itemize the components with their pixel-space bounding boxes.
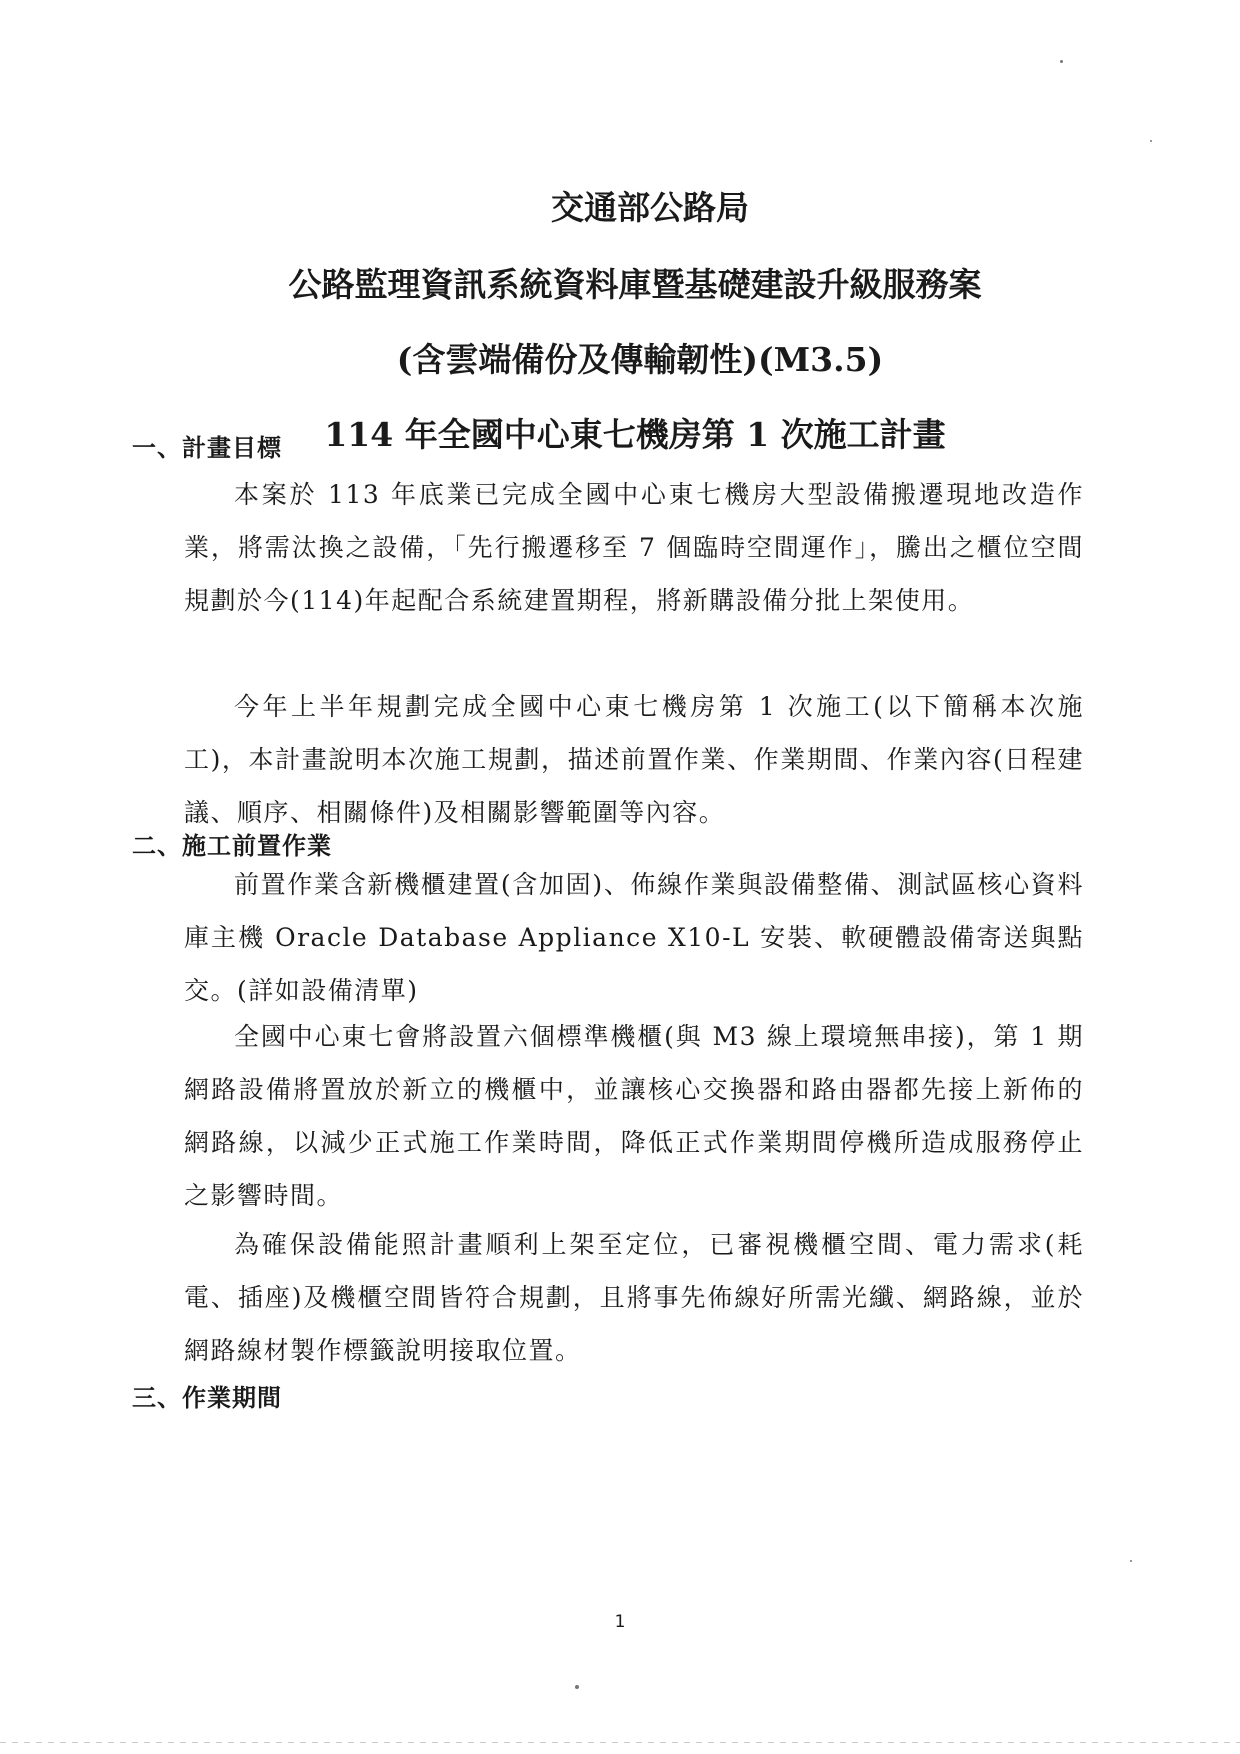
agency-title: 交通部公路局	[551, 188, 749, 227]
project-title: 公路監理資訊系統資料庫暨基礎建設升級服務案	[288, 265, 982, 304]
objectives-paragraph-1: 本案於 113 年底業已完成全國中心東七機房大型設備搬遷現地改造作業，將需汰換之設備，「先行搬遷移至 7 個臨時空間運作」，騰出之櫃位空間規劃於今(114)年起配合系統建置期程，將新購設備分批上架使用。	[184, 480, 1084, 615]
preparation-paragraph-2: 全國中心東七會將設置六個標準機櫃(與 M3 線上環境無串接)，第 1 期網路設備將置放於新立的機櫃中，並讓核心交換器和路由器都先接上新佈的網路線，以減少正式施工作業時間，降低正式作業期間停機所造成服務停止之影響時間。	[184, 1022, 1084, 1210]
plan-title: 114 年全國中心東七機房第 1 次施工計畫	[324, 415, 946, 454]
scan-speck	[1150, 140, 1152, 142]
scan-speck	[1130, 1560, 1132, 1562]
preparation-paragraph-3: 為確保設備能照計畫順利上架至定位，已審視機櫃空間、電力需求(耗電、插座)及機櫃空間皆符合規劃，且將事先佈線好所需光纖、網路線，並於網路線材製作標籤說明接取位置。	[184, 1230, 1084, 1365]
scan-edge-line	[0, 1742, 1240, 1743]
preparation-paragraph-1: 前置作業含新機櫃建置(含加固)、佈線作業與設備整備、測試區核心資料庫主機 Oracle Database Appliance X10-L 安裝、軟硬體設備寄送與點交。(詳如設備清單)	[184, 870, 1084, 1005]
section-heading-preparation: 二、施工前置作業	[132, 831, 332, 860]
project-subtitle: (含雲端備份及傳輸韌性)(M3.5)	[396, 340, 884, 379]
section-heading-objectives: 一、計畫目標	[132, 433, 282, 462]
scan-speck	[575, 1685, 579, 1689]
objectives-paragraph-2: 今年上半年規劃完成全國中心東七機房第 1 次施工(以下簡稱本次施工)，本計畫說明本次施工規劃，描述前置作業、作業期間、作業內容(日程建議、順序、相關條件)及相關影響範圍等內容。	[184, 692, 1084, 827]
page-number: 1	[614, 1612, 626, 1632]
section-heading-work-period: 三、作業期間	[132, 1383, 282, 1412]
scan-speck	[1060, 60, 1063, 63]
document-title-block	[0, 178, 1240, 465]
